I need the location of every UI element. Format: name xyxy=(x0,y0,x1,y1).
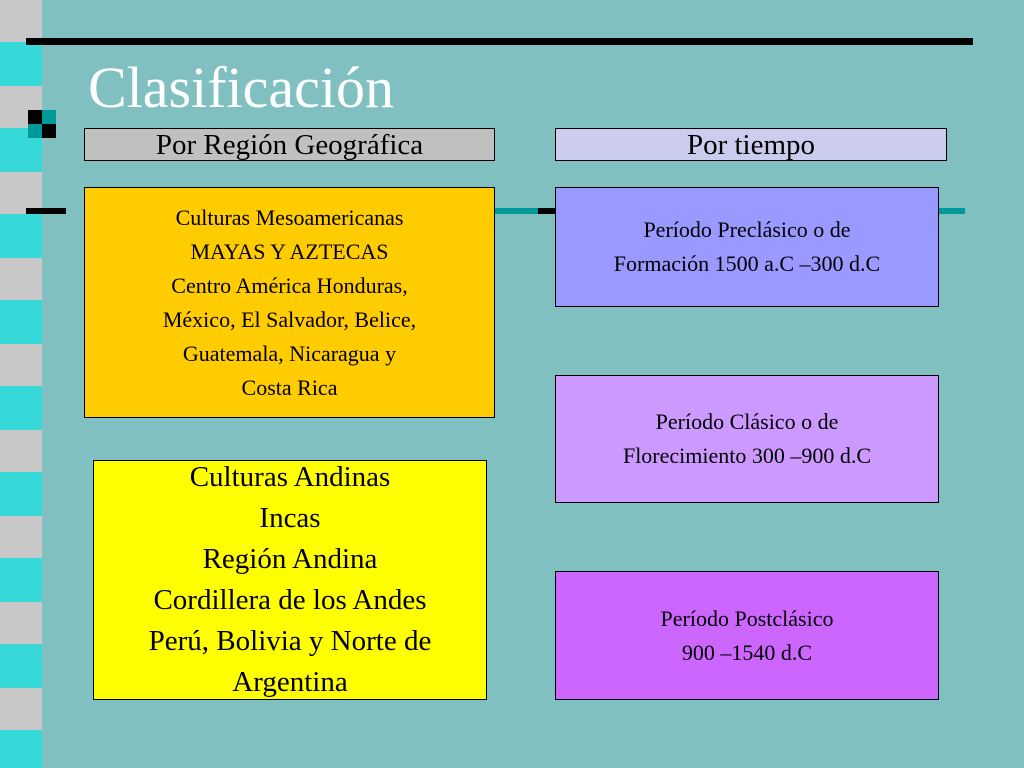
box-text-line: Argentina xyxy=(232,666,348,698)
box-text-line: MAYAS Y AZTECAS xyxy=(190,238,389,264)
box-andes xyxy=(93,460,487,700)
bullet-square-icon xyxy=(28,110,42,124)
heading-region: Por Región Geográfica xyxy=(84,128,495,161)
box-text-line: Región Andina xyxy=(202,543,378,575)
box-text-line: Período Postclásico xyxy=(660,605,834,631)
box-text-line: Centro América Honduras, xyxy=(171,272,408,298)
box-classic xyxy=(555,375,939,503)
slide-title: Clasificación xyxy=(88,55,395,120)
bullet-square-icon xyxy=(42,110,56,124)
box-text-line: Culturas Mesoamericanas xyxy=(175,204,404,230)
heading-time: Por tiempo xyxy=(555,128,947,161)
box-text-line: Período Preclásico o de xyxy=(643,217,851,242)
connector-line xyxy=(26,208,66,214)
box-text-line: Guatemala, Nicaragua y xyxy=(182,340,397,366)
connector-line xyxy=(538,208,555,214)
bullet-square-icon xyxy=(42,124,56,138)
box-text-line: Período Clásico o de xyxy=(655,409,839,434)
title-rule xyxy=(26,38,973,45)
box-text-line: Costa Rica xyxy=(241,374,338,400)
box-text-line: Incas xyxy=(259,502,321,534)
box-preclassic xyxy=(555,187,939,307)
box-text-line: Culturas Andinas xyxy=(189,461,391,493)
connector-line xyxy=(939,208,965,214)
box-text-line: Formación 1500 a.C –300 d.C xyxy=(613,251,881,276)
box-text-line: Florecimiento 300 –900 d.C xyxy=(622,443,872,468)
box-mesoamerica xyxy=(84,187,495,418)
box-text-line: México, El Salvador, Belice, xyxy=(162,306,417,332)
connector-line xyxy=(495,208,538,214)
box-text-line: Cordillera de los Andes xyxy=(153,584,427,616)
box-postclassic xyxy=(555,571,939,700)
bullet-square-icon xyxy=(28,124,42,138)
box-text-line: 900 –1540 d.C xyxy=(681,639,813,665)
box-text-line: Perú, Bolivia y Norte de xyxy=(148,625,432,657)
